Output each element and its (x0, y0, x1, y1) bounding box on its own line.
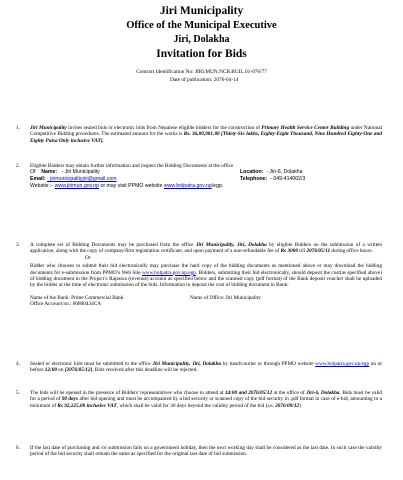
paragraph-3: 3. A complete set of Bidding Documents may be purchased from the office Jiri Municipality, Jiri, Dolakha by eligible Bidders on the submission of a written application, along with the copy of company/firm registration certificate, and upon payment of a non-refundable fee of Rs 3000 till 2076/05/11 during office hours. Or Bidder who chooses to submit their bid electronically may purchase the hard copy of the bidding documents as mentioned above or may download the bidding documents for e-submission from PPMO’s Web Site www.bolpatra.gov.np/egp. Bidders, submitting their bid electronically, should deposit the cost(as specified above) of bidding document in the Project’s Rajaswa (revenue) account as specified below and the scanned copy (pdf format) of the Bank deposit voucher shall be uploaded by the bidder at the time of electronic submission of the bids. Information to deposit the cost of bidding document in Bank: Name of the Bank: Prime Commercial Bank Name of Office: Jiri Municipality Office Account no.: 00800434CA (16, 242, 382, 308)
contract-id: Contract Identification No: JIRI.MUN.NCB.BUIL.01-076/77 (136, 69, 267, 75)
paragraph-6: 6. If the last date of purchasing and /or submission falls on a government holiday, then the next working day shall be considered as the last date. In such case the validity period of the bid security shall remain the same as specified for the original last date of bid submission. (16, 445, 382, 458)
publication-date: Date of publication: 2076-04-14 (170, 77, 239, 83)
bank-details: Name of the Bank: Prime Commercial Bank Name of Office: Jiri Municipality (30, 294, 261, 301)
account-number: Office Account no.: 00800434CA (30, 301, 102, 308)
paragraph-number: 2. (16, 163, 20, 169)
egp-link[interactable]: www.bolpatra.gov.np/egp (141, 269, 196, 276)
paragraph-4: 4. Sealed or electronic bids must be submitted to the office Jiri Municipality, Jiri, Dolakha by hand/courier or through PPMO website www.bolpatra.gov.np/egp on or before 12:00 on [2076/05/12]. Bids received after this deadline will be rejected. (16, 361, 382, 374)
egp-link-submit[interactable]: www.bolpatra.gov.np/egp (315, 361, 370, 367)
paragraph-number: 4. (16, 361, 20, 367)
notice-title: Invitation for Bids (156, 48, 247, 60)
or-separator: Or (85, 254, 91, 261)
paragraph-number: 5. (16, 390, 20, 396)
paragraph-number: 6. (16, 445, 20, 451)
paragraph-5: 5. The bids will be opened in the presence of Bidders' representatives who choose to attend at 14:00 and 2076/05/12 at the office of Jiri-6, Dolakha. Bids must be valid for a period of 90 days after bid opening and must be accompanied by a bid security or scanned copy of the bid security in .pdf format in case of e-bid, amounting to a minimum of Rs 92,225.00 inclusive VAT, which shall be valid for 30 days beyond the validity period of the bid (i.e. 2076/09/12) (16, 390, 382, 409)
email-link[interactable]: - jirimunicipalityjiri@gmail.com (47, 176, 117, 182)
ppmo-link[interactable]: www.bolpatra.gov.np (163, 182, 212, 189)
contact-block: Of Name: - Jiri Municipality Location: - Jiri-6, Dolakha Email: - jirimunicipalityjiri@gmail.com Telephone: - 049-414002/3 Website :- www.jirimun.gov.np or may visit PPMO website www.bolpatra.gov.np/egp. (30, 169, 306, 189)
paragraph-2: 2. Eligible Bidders may obtain further information and inspect the Bidding Documents at the office Of Name: - Jiri Municipality Location: - Jiri-6, Dolakha Email: - jirimunicipalityjiri@gmail.com Telephone: - 049-414002/3 Website :- www.jirimun.gov.np or may visit PPMO website www.bolpatra.gov.np/egp. (30, 163, 382, 189)
office-name: Office of the Municipal Executive (126, 20, 277, 31)
paragraph-number: 1. (16, 125, 20, 131)
paragraph-number: 3. (16, 242, 20, 248)
org-name: Jiri Municipality (159, 5, 244, 17)
website-link[interactable]: www.jirimun.gov.np (54, 182, 100, 189)
place-name: Jiri, Dolakha (173, 34, 230, 45)
paragraph-1: 1. Jiri Municipality invites sealed bids or electronic bids from Nepalese eligible bidders for the construction of Primary Health Service Center Building under National Competitive Bidding procedures. The estimated amount for the works is Rs. 36,80,981.80 [Thirty-Six lakhs, Eighty-Eight Thousand, Nine Hundred Eighty-One and Eighty Paisa Only inclusive VAT]. (16, 125, 382, 144)
notice-header (0, 0, 403, 62)
